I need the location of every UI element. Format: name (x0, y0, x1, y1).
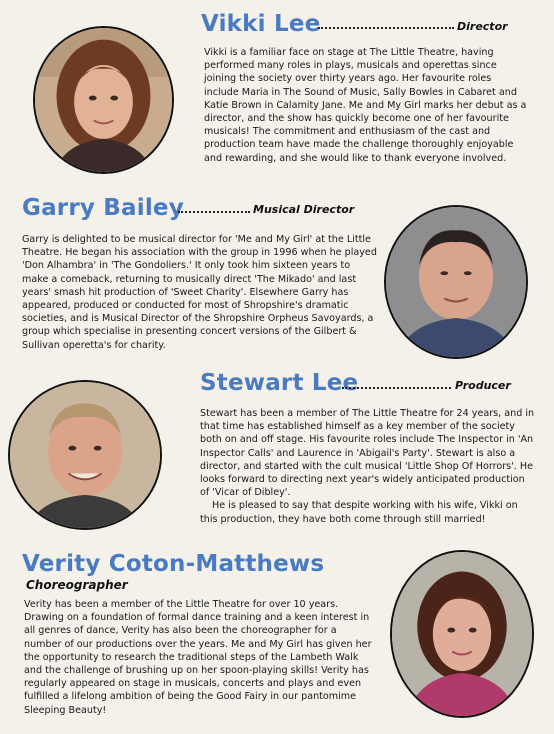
stewart-lee-bio (200, 407, 535, 526)
vikki-lee-bio (204, 46, 529, 165)
stewart-lee-name: Stewart Lee (200, 370, 359, 396)
garry-bailey-bio (22, 233, 377, 352)
vikki-lee-role: Director (457, 20, 508, 33)
stewart-lee-role: Producer (455, 379, 511, 392)
verity-coton-matthews-portrait (390, 550, 534, 718)
verity-coton-matthews-role: Choreographer (26, 578, 128, 592)
vikki-lee-bio-text: Vikki is a familiar face on stage at The Little Theatre, having performed many roles in plays, musicals and operettas since joining the society over thirty years ago. Her favourite roles include Maria in The Sound of Music, Sally Bowles in Cabaret and Katie Brown in Calamity Jane. Me and My Girl marks her debut as a director, and the show has quickly become one of her favourite musicals! The commitment and enthusiasm of the cast and production team have made the challenge thoroughly enjoyable and rewarding, and she would like to thank everyone involved. (204, 47, 527, 164)
stewart-lee-dotted-leader (342, 387, 451, 389)
verity-coton-matthews-bio (24, 598, 374, 717)
stewart-lee-bio-text-2: He is pleased to say that despite working with his wife, Vikki on this production, they have both come through still married! (200, 500, 518, 525)
verity-coton-matthews-bio-text: Verity has been a member of the Little Theatre for over 10 years. Drawing on a foundation of formal dance training and a keen interest in all genres of dance, Verity has also been the choreographer for a number of our productions over the years. Me and My Girl has given her the opportunity to research the traditional steps of the Lambeth Walk and the challenge of brushing up on her spoon-playing skills! Verity has regularly appeared on stage in musicals, concerts and plays and even fulfilled a lifelong ambition of being the Good Fairy in our pantomime Sleeping Beauty! (24, 599, 372, 716)
verity-coton-matthews-name: Verity Coton-Matthews (22, 551, 325, 577)
vikki-lee-portrait (33, 26, 174, 174)
stewart-lee-portrait (8, 380, 162, 530)
garry-bailey-bio-text: Garry is delighted to be musical director for 'Me and My Girl' at the Little Theatre. He began his association with the group in 1996 when he played 'Don Alhambra' in 'The Gondoliers.' It only took him sixteen years to make a comeback, returning to musically direct 'The Mikado' and last years' smash hit production of 'Sweet Charity'. Elsewhere Garry has appeared, produced or conducted for most of Shropshire's dramatic societies, and is Musical Director of the Shropshire Orpheus Savoyards, a group which specialise in presenting concert versions of the Gilbert & Sullivan operetta's for charity. (22, 234, 377, 351)
garry-bailey-role: Musical Director (253, 203, 355, 216)
vikki-lee-dotted-leader (318, 27, 454, 29)
garry-bailey-dotted-leader (178, 211, 250, 213)
garry-bailey-portrait (384, 205, 528, 359)
garry-bailey-name: Garry Bailey (22, 195, 184, 221)
vikki-lee-name: Vikki Lee (201, 11, 321, 37)
stewart-lee-bio-text: Stewart has been a member of The Little Theatre for 24 years, and in that time has established himself as a key member of the society both on and off stage. His favourite roles include The Inspector in 'An Inspector Calls' and Laurence in 'Abigail's Party'. Stewart is also a director, and started with the cult musical 'Little Shop Of Horrors'. He looks forward to directing next year's widely anticipated production of 'Vicar of Dibley'. (200, 408, 535, 499)
